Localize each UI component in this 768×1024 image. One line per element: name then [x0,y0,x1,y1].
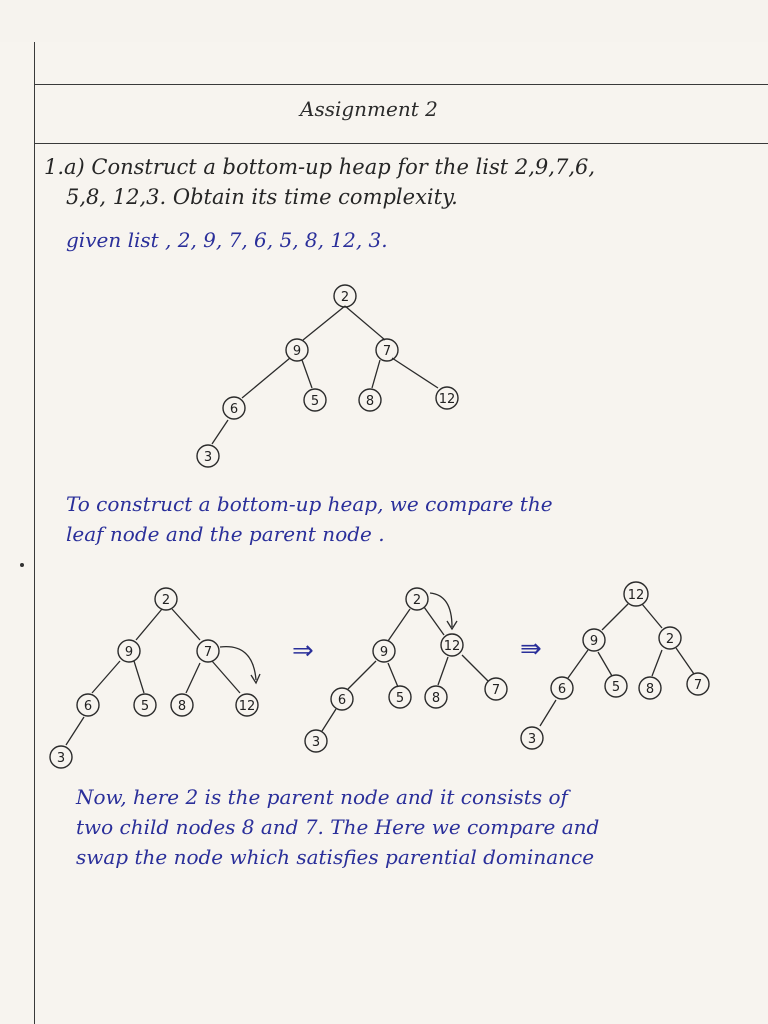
tree-node: 2 [665,632,675,647]
tree-node: 6 [557,682,567,697]
heap-tree-step-3 [520,578,720,758]
tree-node: 5 [140,699,150,714]
question-line-1: 1.a) Construct a bottom-up heap for the list 2,9,7,6, [44,155,596,179]
tree-node: 5 [310,394,320,409]
arrow-step-1: ⇒ [292,636,314,666]
given-list: given list , 2, 9, 7, 6, 5, 8, 12, 3. [66,228,388,252]
tree-node: 9 [379,645,389,660]
heap-tree-initial [180,280,480,470]
margin-dot [20,563,24,567]
tree-node: 3 [311,735,321,750]
heap-tree-step-1 [48,585,278,775]
tree-node: 8 [645,682,655,697]
tree-node: 7 [382,344,392,359]
note-line-1: Now, here 2 is the parent node and it consists of [76,785,568,809]
arrow-step-2: ⇛ [520,634,542,664]
tree-node: 12 [627,588,645,603]
tree-node: 6 [337,693,347,708]
tree-node: 5 [395,691,405,706]
tree-node: 8 [431,691,441,706]
tree-node: 7 [203,645,213,660]
tree-node: 6 [83,699,93,714]
tree-node: 3 [527,732,537,747]
title-rule-bottom [34,143,768,144]
tree-node: 7 [491,683,501,698]
page-title: Assignment 2 [300,97,438,121]
note-line-3: swap the node which satisfies parential dominance [76,845,595,869]
tree-node: 12 [238,699,256,714]
tree-node: 9 [292,344,302,359]
heap-tree-step-2 [300,585,520,775]
tree-node: 2 [340,290,350,305]
tree-node: 3 [203,450,213,465]
title-rule-top [34,84,768,85]
tree-node: 8 [365,394,375,409]
note-line-2: two child nodes 8 and 7. The Here we compare and [76,815,600,839]
explanation-line-2: leaf node and the parent node . [66,522,385,546]
tree-node: 3 [56,751,66,766]
tree-node: 12 [438,392,456,407]
tree-node: 2 [161,593,171,608]
question-line-2: 5,8, 12,3. Obtain its time complexity. [66,185,458,209]
tree-node: 9 [589,634,599,649]
tree-node: 6 [229,402,239,417]
tree-node: 9 [124,645,134,660]
tree-node: 12 [443,639,461,654]
tree-node: 2 [412,593,422,608]
tree-node: 5 [611,680,621,695]
explanation-line-1: To construct a bottom-up heap, we compare the [66,492,553,516]
tree-node: 7 [693,678,703,693]
margin-line [34,42,35,1024]
tree-node: 8 [177,699,187,714]
